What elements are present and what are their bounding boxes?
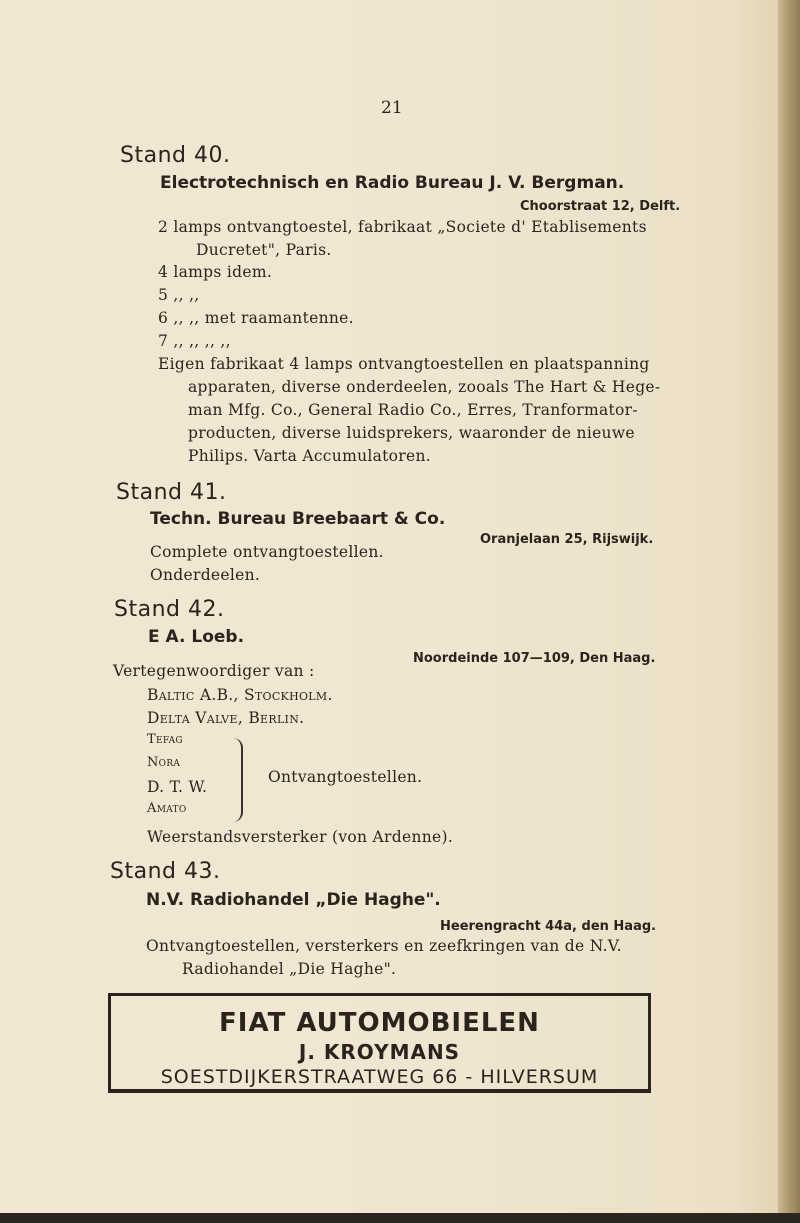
stand-43-heading: Stand 43. [110, 859, 221, 884]
ad-address: SOESTDIJKERSTRAATWEG 66 - HILVERSUM [160, 1066, 599, 1088]
stand-40-line-8: apparaten, diverse onderdeelen, zooals The Hart & Hege- [188, 378, 661, 396]
stand-42-address: Noordeinde 107—109, Den Haag. [413, 651, 656, 666]
stand-41-company: Techn. Bureau Breebaart & Co. [150, 509, 446, 529]
stand-42-agency-1: Baltic A.B., Stockholm. [147, 686, 333, 704]
stand-43-address: Heerengracht 44a, den Haag. [440, 919, 657, 934]
stand-42-brand-2: Nora [147, 755, 181, 770]
stand-42-brand-1: Tefag [147, 732, 183, 747]
stand-42-extra: Weerstandsversterker (von Ardenne). [147, 828, 454, 846]
stand-42-brand-4: Amato [147, 801, 187, 816]
stand-40-line-1: 2 lamps ontvangtoestel, fabrikaat „Societe d' Etablisements [158, 218, 647, 236]
stand-40-line-11: Philips. Varta Accumulatoren. [188, 447, 432, 465]
stand-40-company: Electrotechnisch en Radio Bureau J. V. Bergman. [160, 173, 625, 193]
stand-40-line-2: Ducretet", Paris. [196, 241, 332, 259]
stand-40-line-3: 4 lamps idem. [158, 263, 273, 281]
stand-42-agency-2: Delta Valve, Berlin. [147, 709, 305, 727]
stand-42-brands-label: Ontvangtoestellen. [268, 768, 423, 786]
page-edge [778, 0, 800, 1223]
stand-42-brand-3: D. T. W. [147, 778, 208, 796]
stand-43-company: N.V. Radiohandel „Die Haghe". [146, 890, 441, 910]
stand-43-line-2: Radiohandel „Die Haghe". [182, 960, 397, 978]
stand-40-line-7: Eigen fabrikaat 4 lamps ontvangtoestellen en plaatspanning [158, 355, 650, 373]
stand-43-line-1: Ontvangtoestellen, versterkers en zeefkringen van de N.V. [146, 937, 622, 955]
stand-41-line-1: Complete ontvangtoestellen. [150, 543, 384, 561]
stand-41-address: Oranjelaan 25, Rijswijk. [480, 532, 654, 547]
stand-40-line-5: 6 ,, ,, met raamantenne. [158, 309, 354, 327]
stand-42-intro: Vertegenwoordiger van : [113, 662, 315, 680]
stand-40-address: Choorstraat 12, Delft. [520, 199, 681, 214]
bottom-shadow [0, 1213, 800, 1223]
page-number: 21 [381, 98, 403, 118]
stand-40-line-6: 7 ,, ,, ,, ,, [158, 332, 231, 350]
ad-title: FIAT AUTOMOBIELEN [219, 1008, 540, 1038]
ad-name: J. KROYMANS [298, 1040, 461, 1064]
stand-42-company: E A. Loeb. [148, 627, 245, 647]
brace-bracket [233, 738, 243, 822]
stand-40-heading: Stand 40. [120, 143, 231, 168]
stand-41-heading: Stand 41. [116, 480, 227, 505]
stand-41-line-2: Onderdeelen. [150, 566, 261, 584]
stand-42-heading: Stand 42. [114, 597, 225, 622]
stand-40-line-9: man Mfg. Co., General Radio Co., Erres, Tranformator- [188, 401, 638, 419]
stand-40-line-10: producten, diverse luidsprekers, waaronder de nieuwe [188, 424, 635, 442]
stand-40-line-4: 5 ,, ,, [158, 286, 200, 304]
advertisement-box [108, 993, 651, 1093]
